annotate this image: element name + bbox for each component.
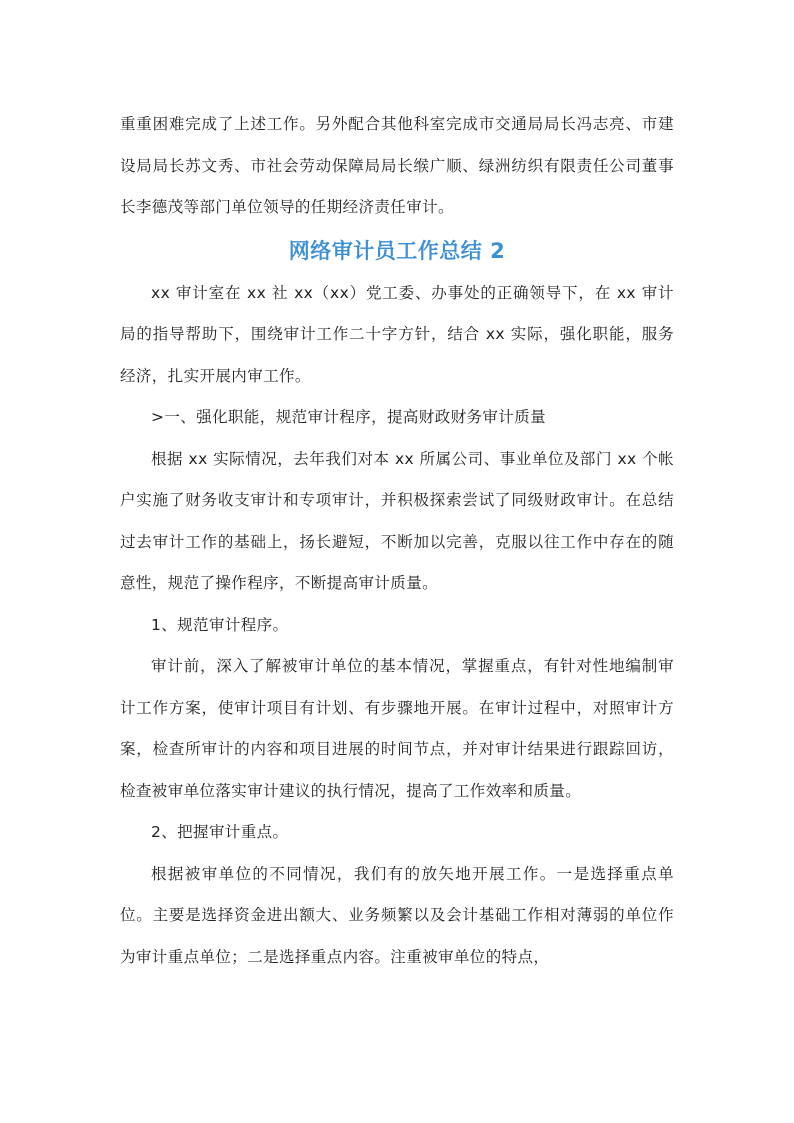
paragraph-audit-overview: 根据 xx 实际情况，去年我们对本 xx 所属公司、事业单位及部门 xx 个帐户实施了财务收支审计和专项审计，并积极探索尝试了同级财政审计。在总结过去审计工作的基础上，扬长避短，不断加以完善，克服以往工作中存在的随意性，规范了操作程序，不断提高审计质量。: [120, 449, 674, 592]
paragraph-focus-details: 根据被审单位的不同情况，我们有的放矢地开展工作。一是选择重点单位。主要是选择资金进出额大、业务频繁以及会计基础工作相对薄弱的单位作为审计重点单位；二是选择重点内容。注重被审单位的特点，: [120, 864, 674, 966]
lead-paragraph: 重重困难完成了上述工作。另外配合其他科室完成市交通局局长冯志亮、市建设局局长苏文秀、市社会劳动保障局局长缑广顺、绿洲纺织有限责任公司董事长李德茂等部门单位领导的任期经济责任审计。: [120, 115, 674, 216]
heading-strengthen-functions: >一、强化职能，规范审计程序，提高财政财务审计质量: [151, 408, 546, 426]
section-title: 网络审计员工作总结 2: [288, 238, 506, 263]
paragraph-procedure-details: 审计前，深入了解被审计单位的基本情况，掌握重点，有针对性地编制审计工作方案，使审计项目有计划、有步骤地开展。在审计过程中，对照审计方案，检查所审计的内容和项目进展的时间节点，并对审计结果进行跟踪回访，检查被审单位落实审计建议的执行情况，提高了工作效率和质量。: [120, 657, 674, 800]
subheading-standardize-procedure: 1、规范审计程序。: [151, 615, 289, 634]
subheading-audit-focus: 2、把握审计重点。: [151, 823, 289, 841]
document-body: [120, 104, 674, 978]
paragraph-intro: xx 审计室在 xx 社 xx（xx）党工委、办事处的正确领导下，在 xx 审计局的指导帮助下，围绕审计工作二十字方针，结合 xx 实际，强化职能，服务经济，扎实开展内审工作。: [120, 283, 674, 385]
